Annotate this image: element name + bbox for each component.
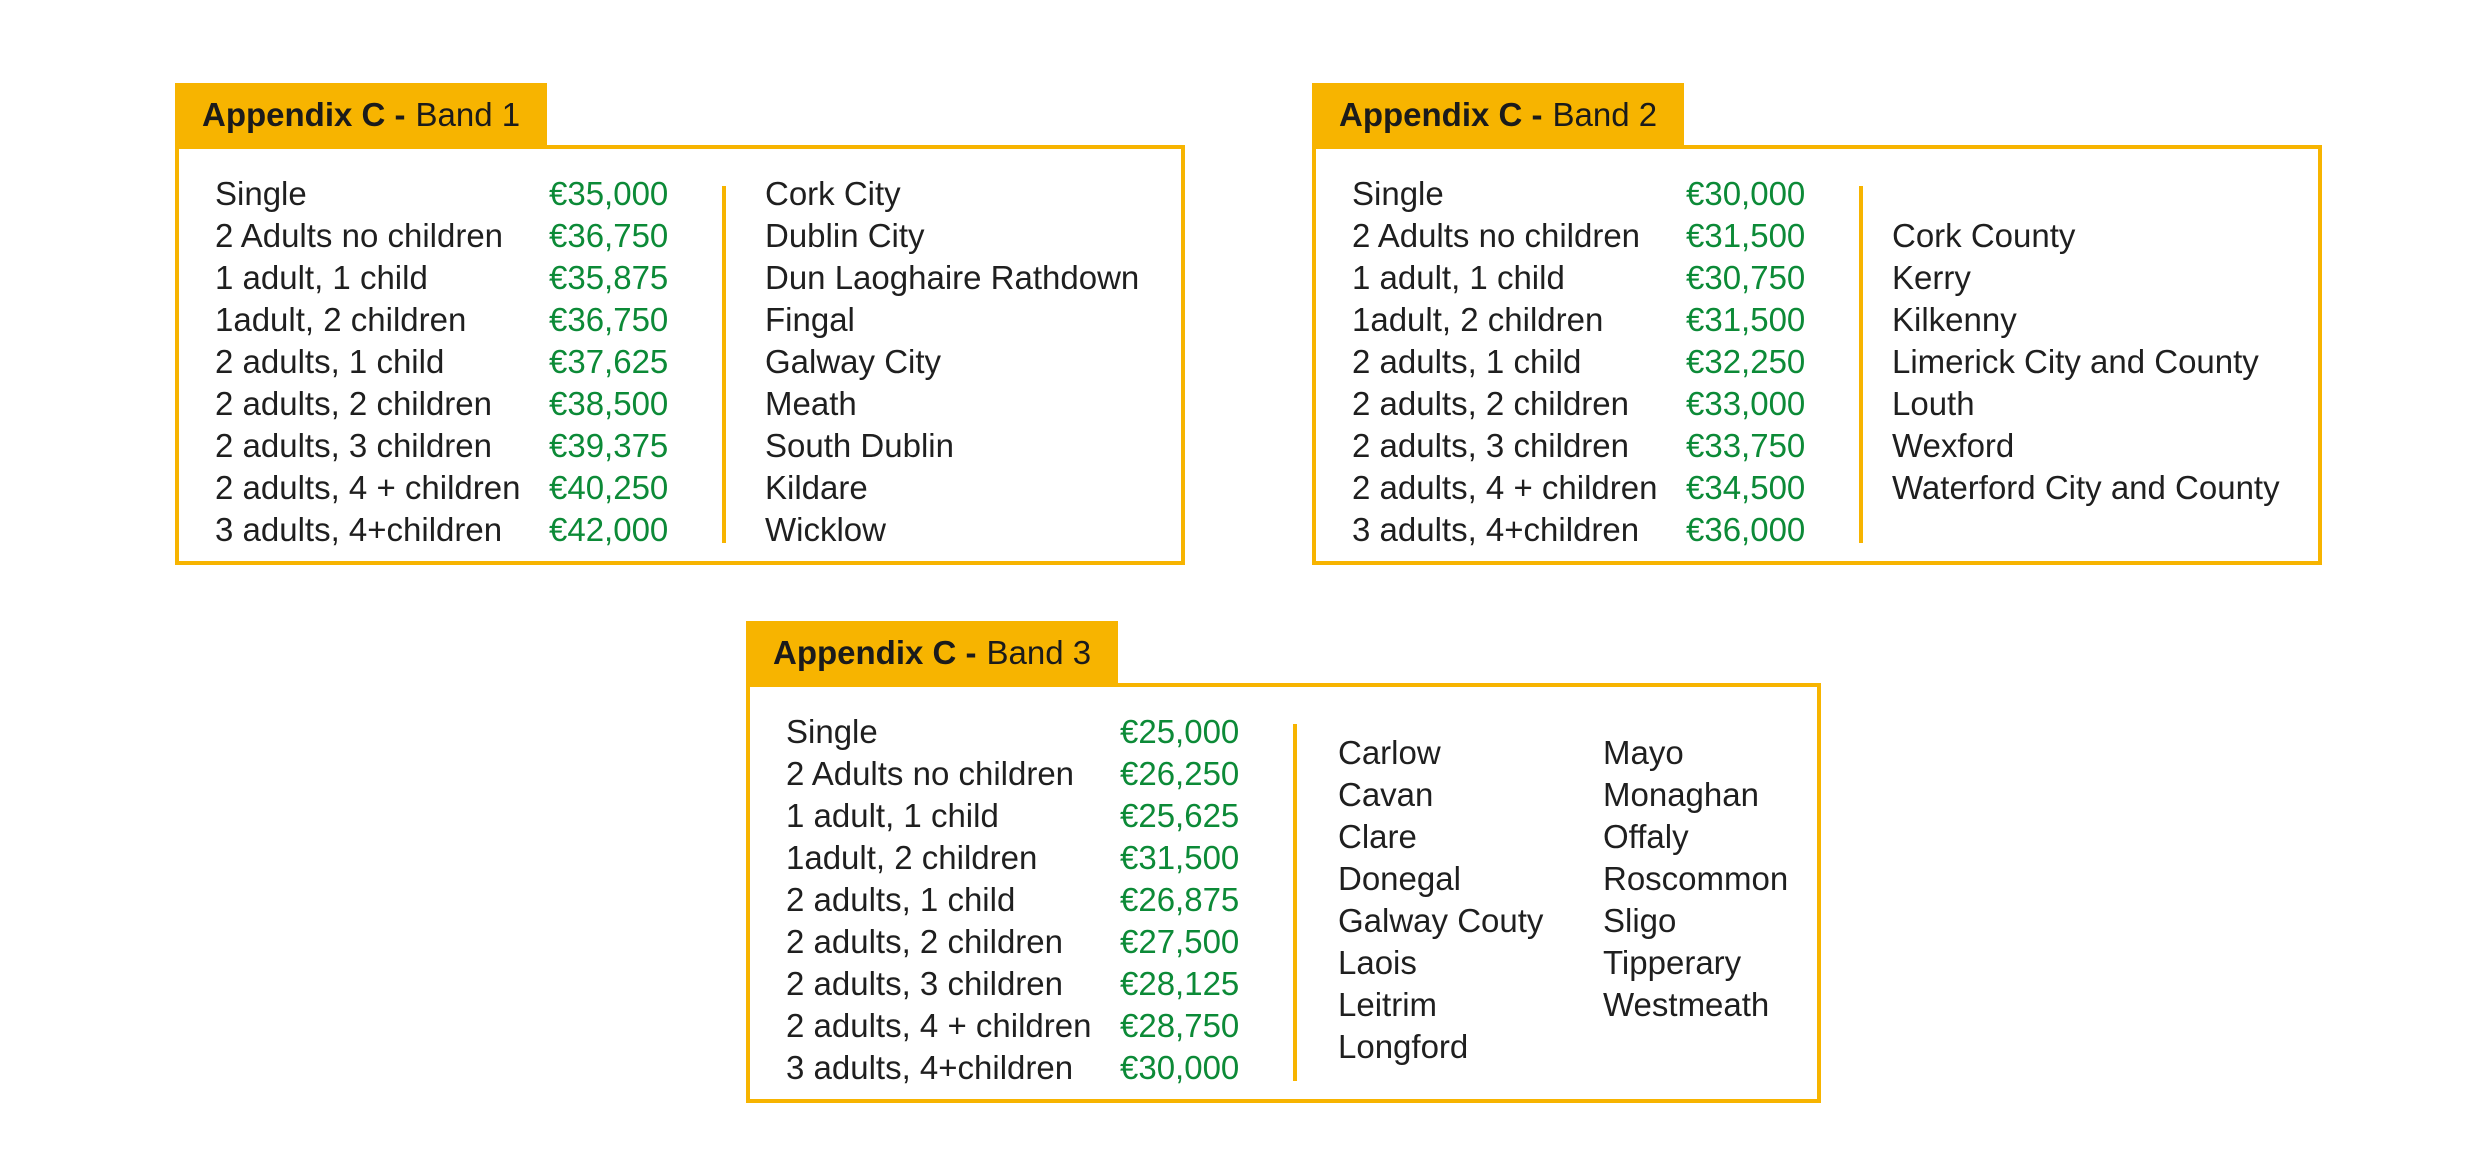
area-item: Dublin City xyxy=(765,217,925,254)
household-label: Single xyxy=(786,713,878,750)
income-amount: €28,750 xyxy=(1120,1007,1240,1044)
income-amount: €30,000 xyxy=(1686,175,1806,212)
band-3-title-bold: Appendix C - xyxy=(773,634,977,671)
area-item: Westmeath xyxy=(1603,986,1770,1023)
income-row xyxy=(1352,215,1806,257)
income-amount: €30,000 xyxy=(1120,1049,1240,1086)
income-amount: €26,875 xyxy=(1120,881,1240,918)
income-row xyxy=(215,173,669,215)
area-item: Donegal xyxy=(1338,860,1461,897)
income-row xyxy=(215,509,669,551)
household-label: 2 adults, 4 + children xyxy=(1352,469,1658,506)
band-1-box xyxy=(175,145,1185,565)
area-item: Kerry xyxy=(1892,259,1971,296)
household-label: 2 adults, 1 child xyxy=(215,343,445,380)
household-label: 3 adults, 4+children xyxy=(1352,511,1640,548)
income-amount: €25,000 xyxy=(1120,713,1240,750)
income-amount: €25,625 xyxy=(1120,797,1240,834)
income-row xyxy=(1352,383,1806,425)
band-3-divider xyxy=(1293,724,1297,1081)
income-row xyxy=(215,341,669,383)
household-label: Single xyxy=(215,175,307,212)
area-item: Cork City xyxy=(765,175,901,212)
income-amount: €38,500 xyxy=(549,385,669,422)
income-row xyxy=(786,795,1240,837)
area-item: Mayo xyxy=(1603,734,1684,771)
income-row xyxy=(215,425,669,467)
income-row xyxy=(786,963,1240,1005)
band-3-box xyxy=(746,683,1821,1103)
area-item: Dun Laoghaire Rathdown xyxy=(765,259,1140,296)
income-amount: €26,250 xyxy=(1120,755,1240,792)
band-2-divider xyxy=(1859,186,1863,543)
area-item: Fingal xyxy=(765,301,855,338)
household-label: 2 adults, 2 children xyxy=(1352,385,1630,422)
band-3-panel xyxy=(746,621,1821,1103)
household-label: 2 adults, 3 children xyxy=(215,427,493,464)
household-label: 2 adults, 4 + children xyxy=(215,469,521,506)
income-row xyxy=(215,257,669,299)
household-label: 1adult, 2 children xyxy=(215,301,467,338)
area-item: Roscommon xyxy=(1603,860,1789,897)
income-row xyxy=(1352,425,1806,467)
area-item: Limerick City and County xyxy=(1892,343,2259,380)
income-amount: €30,750 xyxy=(1686,259,1806,296)
band-3-areas-col-2 xyxy=(1603,732,1788,1026)
household-label: 1 adult, 1 child xyxy=(215,259,428,296)
income-row xyxy=(215,215,669,257)
band-1-panel xyxy=(175,83,1185,565)
income-row xyxy=(215,299,669,341)
income-amount: €28,125 xyxy=(1120,965,1240,1002)
income-amount: €42,000 xyxy=(549,511,669,548)
income-row xyxy=(215,383,669,425)
area-item: Sligo xyxy=(1603,902,1677,939)
household-label: 2 Adults no children xyxy=(786,755,1075,792)
band-2-income-rows xyxy=(1352,173,1806,551)
income-amount: €33,750 xyxy=(1686,427,1806,464)
household-label: 2 adults, 2 children xyxy=(215,385,493,422)
income-row xyxy=(786,837,1240,879)
income-amount: €32,250 xyxy=(1686,343,1806,380)
area-item: Galway Couty xyxy=(1338,902,1544,939)
household-label: 2 Adults no children xyxy=(1352,217,1641,254)
area-item: Louth xyxy=(1892,385,1975,422)
income-row xyxy=(1352,341,1806,383)
household-label: 1 adult, 1 child xyxy=(1352,259,1565,296)
band-1-income-rows xyxy=(215,173,669,551)
area-item: South Dublin xyxy=(765,427,954,464)
income-row xyxy=(1352,257,1806,299)
band-1-title-bold: Appendix C - xyxy=(202,96,406,133)
area-item: Clare xyxy=(1338,818,1417,855)
income-row xyxy=(1352,509,1806,551)
band-2-tab xyxy=(1312,83,1684,147)
income-row xyxy=(786,921,1240,963)
income-row xyxy=(1352,299,1806,341)
income-row xyxy=(1352,173,1806,215)
income-amount: €36,750 xyxy=(549,301,669,338)
income-amount: €27,500 xyxy=(1120,923,1240,960)
household-label: 1 adult, 1 child xyxy=(786,797,999,834)
income-amount: €36,000 xyxy=(1686,511,1806,548)
band-2-panel xyxy=(1312,83,2322,565)
area-item: Cavan xyxy=(1338,776,1434,813)
income-row xyxy=(786,879,1240,921)
area-item: Wexford xyxy=(1892,427,2015,464)
area-item: Cork County xyxy=(1892,217,2076,254)
area-item: Monaghan xyxy=(1603,776,1759,813)
band-2-box xyxy=(1312,145,2322,565)
area-item: Waterford City and County xyxy=(1892,469,2280,506)
area-item: Kilkenny xyxy=(1892,301,2017,338)
income-amount: €39,375 xyxy=(549,427,669,464)
band-1-title: Band 1 xyxy=(415,96,521,133)
band-2-title-bold: Appendix C - xyxy=(1339,96,1543,133)
band-3-tab xyxy=(746,621,1118,685)
income-row xyxy=(786,711,1240,753)
band-2-title: Band 2 xyxy=(1552,96,1658,133)
area-item: Tipperary xyxy=(1603,944,1742,981)
income-amount: €37,625 xyxy=(549,343,669,380)
band-3-title: Band 3 xyxy=(986,634,1092,671)
area-item: Leitrim xyxy=(1338,986,1438,1023)
area-item: Laois xyxy=(1338,944,1417,981)
area-item: Meath xyxy=(765,385,857,422)
area-item: Wicklow xyxy=(765,511,886,548)
band-2-areas xyxy=(1892,215,2280,509)
household-label: 2 Adults no children xyxy=(215,217,504,254)
income-row xyxy=(786,1005,1240,1047)
household-label: 1adult, 2 children xyxy=(1352,301,1604,338)
income-row xyxy=(1352,467,1806,509)
income-amount: €36,750 xyxy=(549,217,669,254)
band-1-divider xyxy=(722,186,726,543)
band-3-income-rows xyxy=(786,711,1240,1089)
household-label: 1adult, 2 children xyxy=(786,839,1038,876)
income-amount: €31,500 xyxy=(1120,839,1240,876)
area-item: Galway City xyxy=(765,343,942,380)
income-amount: €34,500 xyxy=(1686,469,1806,506)
income-row xyxy=(215,467,669,509)
area-item: Offaly xyxy=(1603,818,1689,855)
household-label: 2 adults, 2 children xyxy=(786,923,1064,960)
income-amount: €31,500 xyxy=(1686,301,1806,338)
band-3-areas-col-1 xyxy=(1338,732,1543,1068)
household-label: 2 adults, 3 children xyxy=(1352,427,1630,464)
household-label: 2 adults, 1 child xyxy=(786,881,1016,918)
household-label: 2 adults, 1 child xyxy=(1352,343,1582,380)
income-row xyxy=(786,1047,1240,1089)
area-item: Longford xyxy=(1338,1028,1469,1065)
household-label: 3 adults, 4+children xyxy=(786,1049,1074,1086)
area-item: Carlow xyxy=(1338,734,1441,771)
household-label: 3 adults, 4+children xyxy=(215,511,503,548)
income-row xyxy=(786,753,1240,795)
income-amount: €31,500 xyxy=(1686,217,1806,254)
income-amount: €40,250 xyxy=(549,469,669,506)
household-label: Single xyxy=(1352,175,1444,212)
household-label: 2 adults, 3 children xyxy=(786,965,1064,1002)
band-1-areas xyxy=(765,173,1139,551)
area-item: Kildare xyxy=(765,469,868,506)
income-amount: €33,000 xyxy=(1686,385,1806,422)
band-1-tab xyxy=(175,83,547,147)
household-label: 2 adults, 4 + children xyxy=(786,1007,1092,1044)
income-amount: €35,000 xyxy=(549,175,669,212)
income-amount: €35,875 xyxy=(549,259,669,296)
